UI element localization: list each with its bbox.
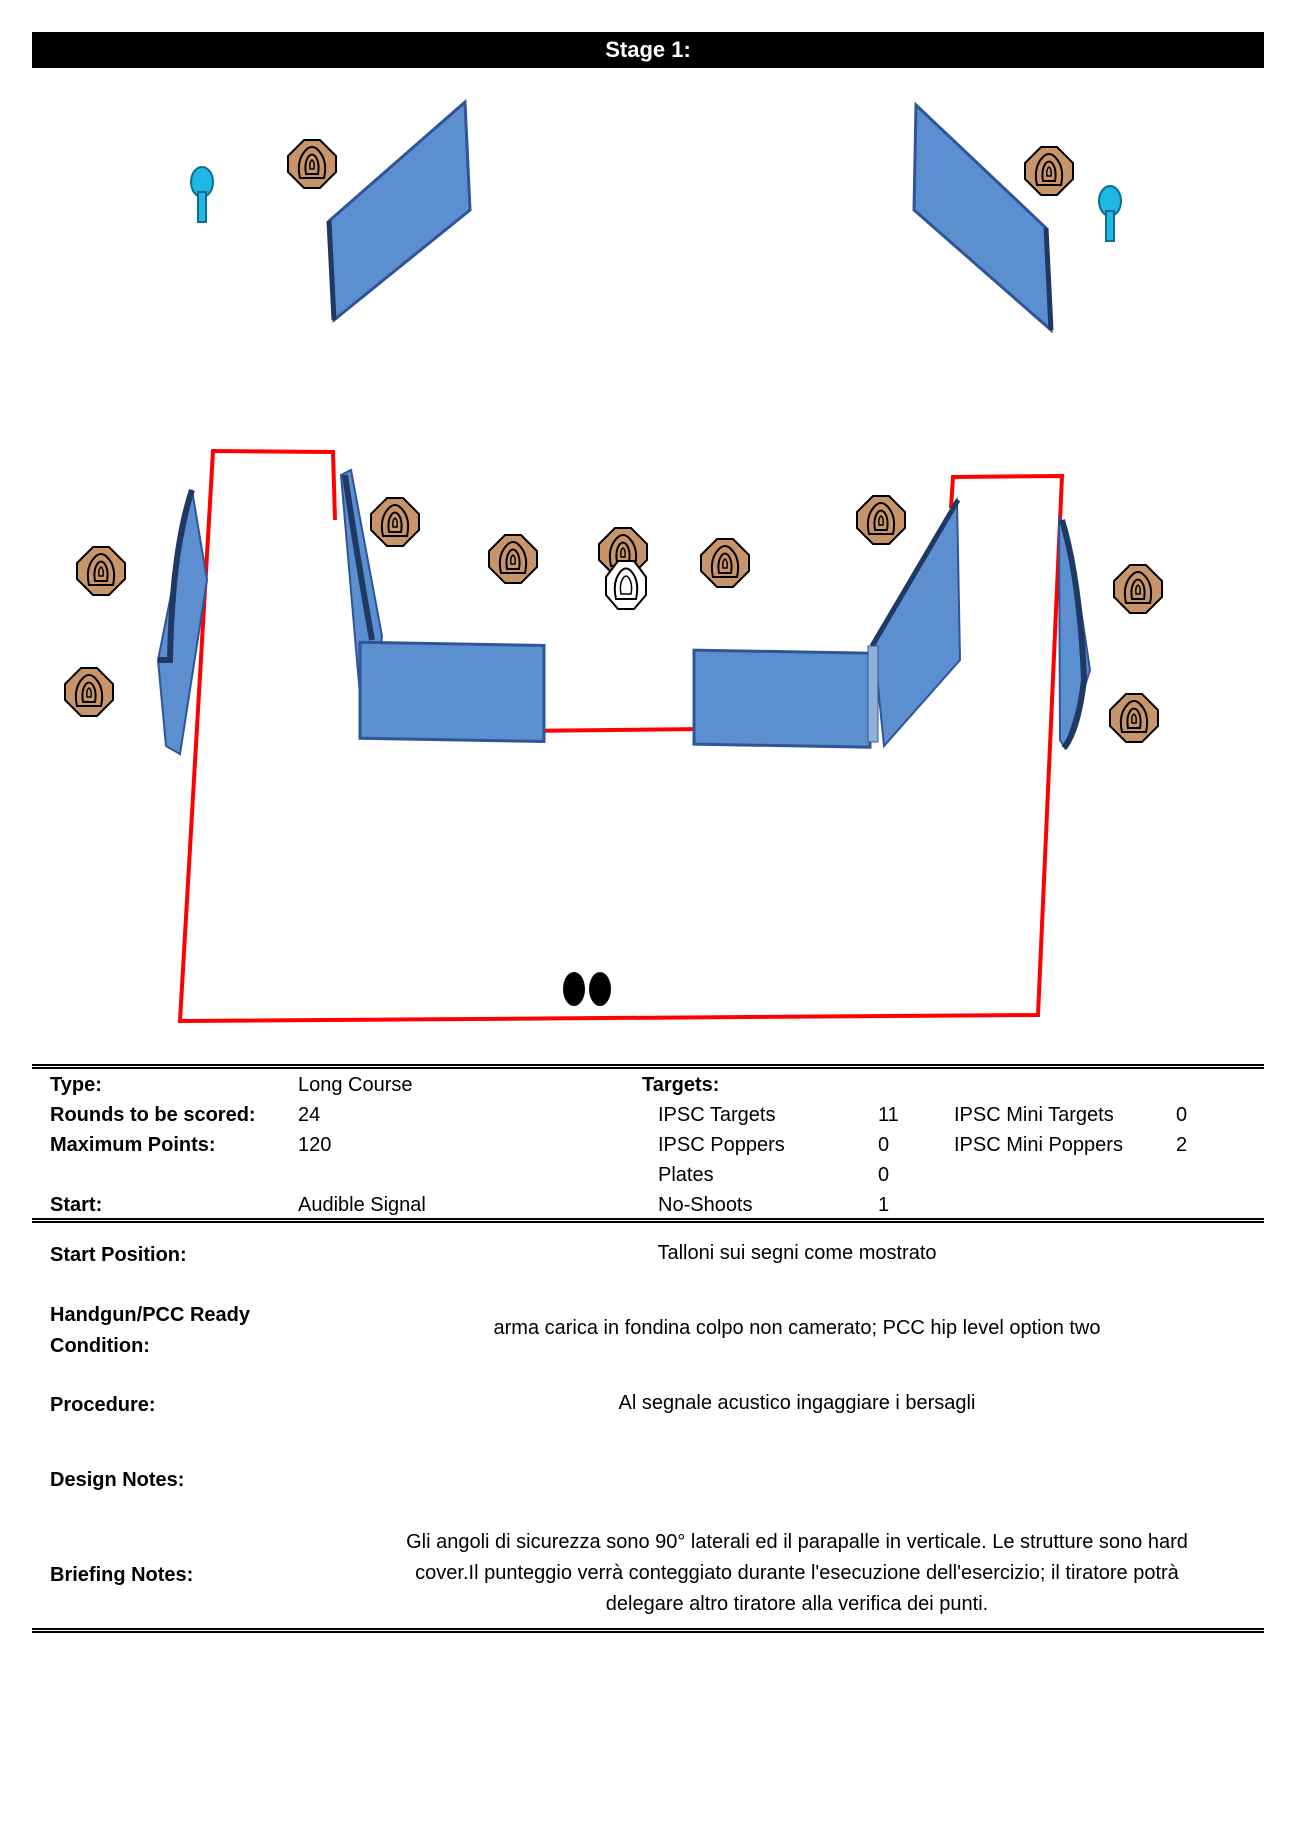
ipsc-target-icon <box>701 539 749 587</box>
ipsc-target-icon <box>489 535 537 583</box>
ipsc-targets-label: IPSC Targets <box>658 1104 776 1126</box>
mini-poppers-value: 2 <box>1176 1134 1188 1156</box>
mini-poppers-label: IPSC Mini Poppers <box>954 1134 1123 1156</box>
ipsc-target-icon <box>857 496 905 544</box>
briefing-notes-line-1: Gli angoli di sicurezza sono 90° laterali ed il parapalle in verticale. Le strutture sono hard <box>406 1531 1188 1553</box>
targets-label: Targets: <box>642 1074 720 1096</box>
stage-title: Stage 1: <box>32 32 1264 68</box>
wall-top-left <box>329 102 470 320</box>
rounds-label: Rounds to be scored: <box>50 1104 256 1126</box>
mini-popper-icon <box>191 167 213 222</box>
procedure-label: Procedure: <box>50 1394 156 1416</box>
stage-diagram <box>0 80 1293 1040</box>
wall-right-horizontal <box>694 650 870 747</box>
wall-top-right <box>914 105 1051 330</box>
start-position-value: Talloni sui segni come mostrato <box>657 1242 937 1264</box>
design-notes-label: Design Notes: <box>50 1469 185 1491</box>
procedure-value: Al segnale acustico ingaggiare i bersagli <box>618 1392 976 1414</box>
ipsc-target-icon <box>1114 565 1162 613</box>
briefing-notes-line-3: delegare altro tiratore alla verifica dei punti. <box>605 1593 989 1615</box>
max-points-value: 120 <box>298 1134 332 1156</box>
no-shoots-label: No-Shoots <box>658 1194 753 1216</box>
ipsc-target-icon <box>1025 147 1073 195</box>
ipsc-target-icon <box>77 547 125 595</box>
start-value: Audible Signal <box>298 1194 426 1216</box>
rounds-value: 24 <box>298 1104 321 1126</box>
ready-condition-label-2: Condition: <box>50 1335 150 1357</box>
wall-left-horizontal <box>360 642 544 741</box>
divider <box>32 1628 1264 1633</box>
plates-label: Plates <box>658 1164 714 1186</box>
ipsc-targets-value: 11 <box>878 1104 899 1126</box>
mini-popper-icon <box>1099 186 1121 241</box>
start-marks-icon <box>563 972 611 1006</box>
ready-condition-label-1: Handgun/PCC Ready <box>50 1304 251 1326</box>
ipsc-target-icon <box>65 668 113 716</box>
type-label: Type: <box>50 1074 102 1096</box>
plates-value: 0 <box>878 1164 890 1186</box>
start-label: Start: <box>50 1194 103 1216</box>
ipsc-target-icon <box>288 140 336 188</box>
briefing-notes-label: Briefing Notes: <box>50 1564 194 1586</box>
ipsc-poppers-value: 0 <box>878 1134 890 1156</box>
mini-targets-value: 0 <box>1176 1104 1188 1126</box>
briefing-notes-line-2: cover.Il punteggio verrà conteggiato durante l'esecuzione dell'esercizio; il tiratore potrà <box>415 1562 1179 1584</box>
type-value: Long Course <box>298 1074 413 1096</box>
no-shoots-value: 1 <box>878 1194 890 1216</box>
max-points-label: Maximum Points: <box>50 1134 216 1156</box>
ready-condition-value: arma carica in fondina colpo non camerato; PCC hip level option two <box>493 1317 1101 1339</box>
mini-targets-label: IPSC Mini Targets <box>954 1104 1114 1126</box>
no-shoot-icon <box>606 561 646 609</box>
start-position-label: Start Position: <box>50 1244 187 1266</box>
ipsc-target-icon <box>1110 694 1158 742</box>
divider <box>32 1218 1264 1223</box>
ipsc-poppers-label: IPSC Poppers <box>658 1134 785 1156</box>
ipsc-target-icon <box>371 498 419 546</box>
divider <box>32 1064 1264 1069</box>
wall-right-side <box>1059 515 1090 748</box>
